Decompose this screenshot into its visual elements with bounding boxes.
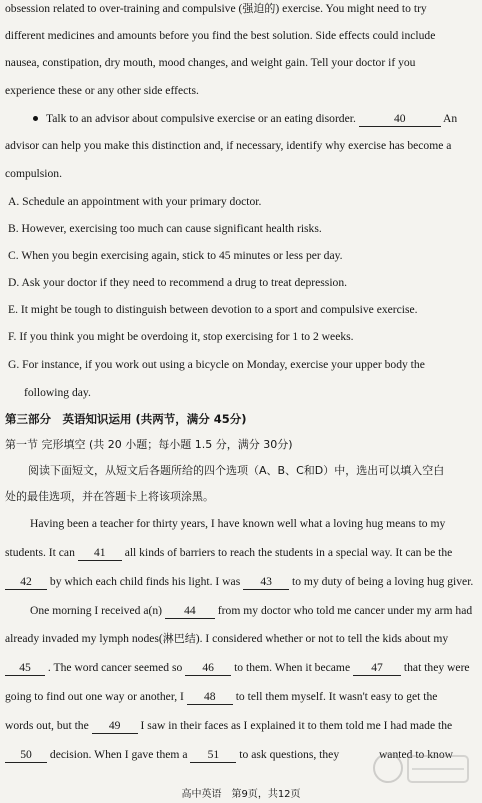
- instruction-line-2: 处的最佳选项，并在答题卡上将该项涂黑。: [5, 490, 214, 503]
- answer-blank-40: 40: [359, 112, 441, 127]
- watermark-icon: [368, 746, 478, 798]
- answer-blank-46: 46: [185, 661, 231, 676]
- passage-line-8: words out, but the 49 I saw in their faces as I explained it to them told me I had made the: [5, 719, 453, 732]
- section-3-heading: 第三部分 英语知识运用 (共两节，满分 45分): [5, 412, 247, 426]
- option-g: G. For instance, if you work out using a bicycle on Monday, exercise your upper body the: [8, 358, 425, 371]
- answer-blank-44: 44: [165, 604, 215, 619]
- answer-blank-48: 48: [187, 690, 233, 705]
- bullet-line-1: Talk to an advisor about compulsive exercise or an eating disorder. 40 An: [5, 112, 478, 127]
- answer-blank-45: 45: [5, 661, 45, 676]
- answer-blank-49: 49: [92, 719, 138, 734]
- passage-line-1: Having been a teacher for thirty years, I have known well what a loving hug means to my: [30, 517, 446, 530]
- intro-line-3: nausea, constipation, dry mouth, mood changes, and weight gain. Tell your doctor if you: [5, 56, 416, 69]
- answer-blank-47: 47: [353, 661, 401, 676]
- bullet-line-2: advisor can help you make this distinction and, if necessary, identify why exercise has become a: [5, 139, 452, 152]
- option-f: F. If you think you might be overdoing it, stop exercising for 1 to 2 weeks.: [8, 330, 354, 343]
- option-d: D. Ask your doctor if they need to recommend a drug to treat depression.: [8, 276, 348, 289]
- answer-blank-51: 51: [190, 748, 236, 763]
- bullet-dot-icon: [33, 116, 38, 121]
- answer-blank-42: 42: [5, 575, 47, 590]
- passage-line-2: students. It can 41 all kinds of barriers to reach the students in a special way. It can be the: [5, 546, 453, 559]
- option-b: B. However, exercising too much can cause significant health risks.: [8, 222, 322, 235]
- passage-line-9: 50 decision. When I gave them a 51 to ask questions, they wanted to know: [5, 748, 478, 763]
- answer-blank-50: 50: [5, 748, 47, 763]
- intro-line-1: obsession related to over-training and compulsive (强迫的) exercise. You might need to try: [5, 2, 427, 15]
- option-g-continued: following day.: [24, 386, 91, 399]
- section-1-heading: 第一节 完形填空 (共 20 小题；每小题 1.5 分，满分 30分): [5, 438, 293, 451]
- passage-line-5: already invaded my lymph nodes(淋巴结). I considered whether or not to tell the kids about my: [5, 632, 449, 645]
- passage-line-4: One morning I received a(n) 44 from my doctor who told me cancer under my arm had: [30, 604, 473, 617]
- page-footer: 高中英语 第9页，共12页: [181, 789, 301, 800]
- passage-line-3: 42 by which each child finds his light. I was 43 to my duty of being a loving hug giver.: [5, 575, 478, 590]
- passage-line-7: going to find out one way or another, I 48 to tell them myself. It wasn't easy to get the: [5, 690, 438, 703]
- answer-blank-43: 43: [243, 575, 289, 590]
- option-a: A. Schedule an appointment with your primary doctor.: [8, 195, 262, 208]
- option-c: C. When you begin exercising again, stick to 45 minutes or less per day.: [8, 249, 343, 262]
- instruction-line-1: 阅读下面短文，从短文后各题所给的四个选项（A、B、C和D）中，选出可以填入空白: [28, 464, 445, 477]
- intro-line-2: different medicines and amounts before you find the best solution. Side effects could include: [5, 29, 436, 42]
- passage-line-6: 45 . The word cancer seemed so 46 to them. When it became 47 that they were: [5, 661, 478, 676]
- option-e: E. It might be tough to distinguish between devotion to a sport and compulsive exercise.: [8, 303, 418, 316]
- answer-blank-41: 41: [78, 546, 122, 561]
- intro-line-4: experience these or any other side effects.: [5, 84, 199, 97]
- bullet-line-3: compulsion.: [5, 167, 63, 180]
